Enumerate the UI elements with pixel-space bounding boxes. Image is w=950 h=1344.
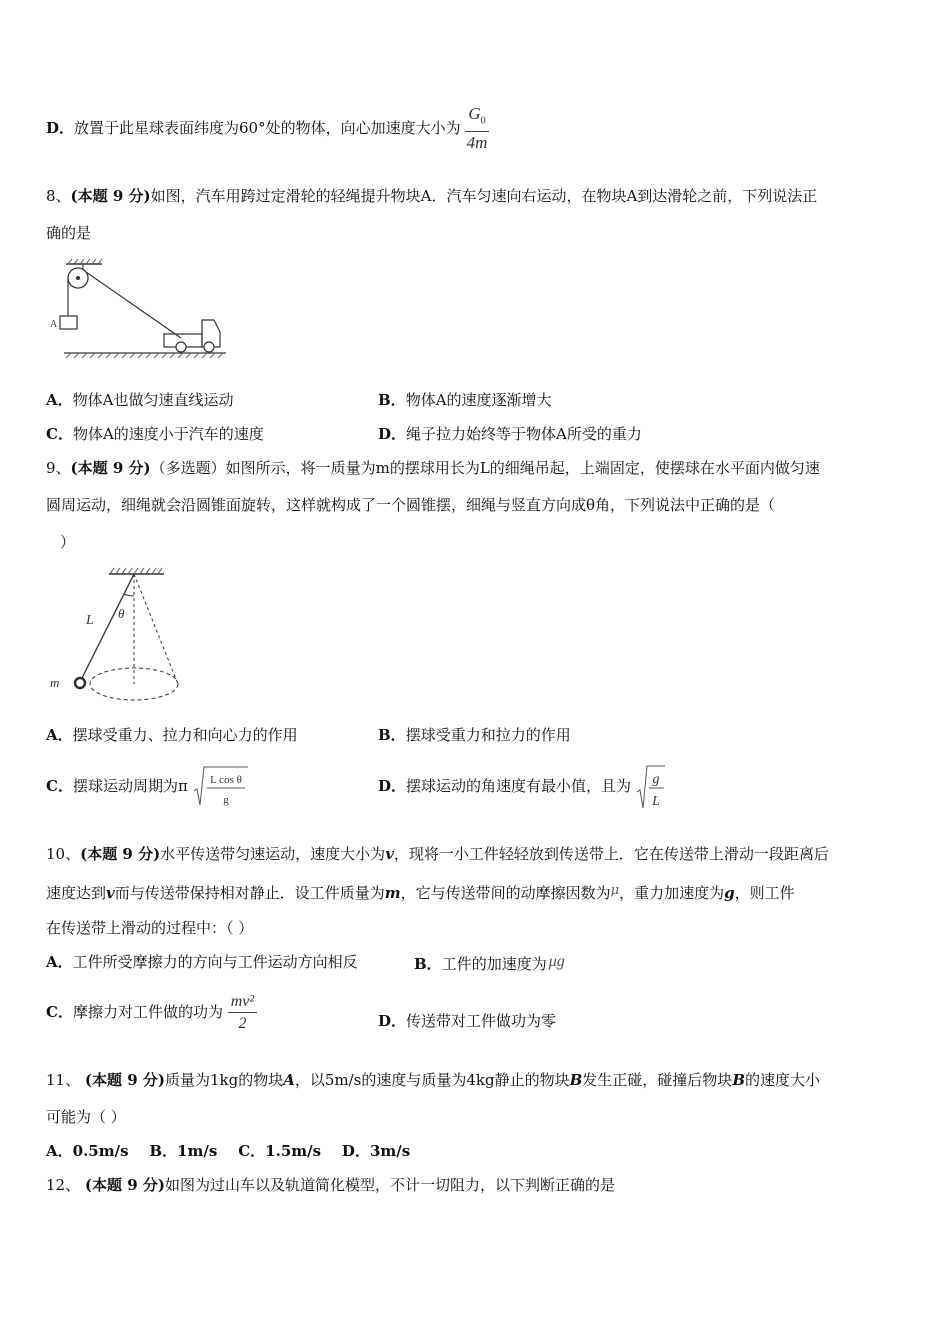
q9-stem-line3: ）: [60, 533, 76, 551]
q12-stem-line1: 12、 (本题 9 分)如图为过山车以及轨道简化模型，不计一切阻力，以下判断正确的是: [46, 1176, 615, 1194]
q8-stem-line1: 8、(本题 9 分)如图，汽车用跨过定滑轮的轻绳提升物块A．汽车匀速向右运动，在物块A到达滑轮之前，下列说法正: [46, 187, 818, 205]
figure-label-m: m: [50, 675, 60, 690]
option-text: 放置于此星球表面纬度为60°处的物体，向心加速度大小为: [74, 119, 461, 138]
question-number: 10、: [46, 845, 81, 863]
sqrt-numerator: L cos θ: [209, 774, 242, 786]
question-meta: (本题 9 分): [84, 1176, 165, 1194]
q9-option-b: B．摆球受重力和拉力的作用: [378, 726, 571, 744]
q8-option-a: A．物体A也做匀速直线运动: [46, 391, 234, 409]
q10-stem-line3: 在传送带上滑动的过程中：（ ）: [46, 919, 254, 937]
q9-option-d: D．摆球运动的角速度有最小值，且为 g L: [378, 762, 666, 810]
q8-stem-line2: 确的是: [46, 224, 92, 242]
formula-mu-g: μg: [548, 953, 565, 970]
q10-option-c: C．摩擦力对工件做的功为 $\frac{\text{mv²}}{2}$: [46, 986, 257, 1038]
q10-option-d: D．传送带对工件做功为零: [378, 1012, 557, 1030]
q11-stem-line1: 11、 (本题 9 分)质量为1kg的物块A，以5m/s的速度与质量为4kg静止的物块B发生正碰，碰撞后物块B的速度大小: [46, 1071, 821, 1089]
sqrt-g-over-l: [636, 763, 666, 812]
question-meta: (本题 9 分): [84, 1071, 165, 1089]
question-number: 11、: [46, 1071, 81, 1089]
q9-stem-line2: 圆周运动，细绳就会沿圆锥面旋转，这样就构成了一个圆锥摆，细绳与竖直方向成θ角，下列说法中正确的是（: [46, 496, 776, 514]
question-number: 8、: [46, 187, 71, 205]
fraction-mv2-over-2: $\frac{\text{mv²}}{2}$: [228, 992, 257, 1035]
q9-stem-line1: 9、(本题 9 分)（多选题）如图所示，将一质量为m的摆球用长为L的细绳吊起，上端固定，使摆球在水平面内做匀速: [46, 459, 820, 477]
question-meta: (本题 9 分): [70, 187, 151, 205]
sqrt-denominator: L: [651, 793, 660, 809]
q8-option-d: D．绳子拉力始终等于物体A所受的重力: [378, 425, 642, 443]
fraction-g0-over-4m: $\frac{G_0}{4m}$: [466, 104, 488, 153]
question-meta: (本题 9 分): [70, 459, 151, 477]
figure-label-a: A: [50, 319, 58, 330]
q8-figure-pulley-truck: [46, 258, 231, 364]
q11-options: A．0.5m/s B．1m/s C．1.5m/s D．3m/s: [46, 1142, 411, 1160]
q9-figure-conical-pendulum: [46, 566, 186, 706]
sqrt-lcos-over-g: [193, 763, 249, 811]
question-number: 9、: [46, 459, 71, 477]
q10-stem-line1: 10、(本题 9 分)水平传送带匀速运动，速度大小为v，现将一小工件轻轻放到传送带上．它在传送带上滑动一段距离后: [46, 845, 829, 863]
question-number: 12、: [46, 1176, 81, 1194]
question-meta: (本题 9 分): [80, 845, 161, 863]
figure-label-theta: θ: [118, 606, 125, 621]
q9-option-c: C．摆球运动周期为π L cos θ g: [46, 762, 249, 810]
q8-option-b: B．物体A的速度逐渐增大: [378, 391, 552, 409]
option-label: D．: [46, 119, 75, 138]
sqrt-denominator: g: [222, 794, 229, 806]
q10-option-a: A．工件所受摩擦力的方向与工件运动方向相反: [46, 953, 358, 971]
q9-option-a: A．摆球受重力、拉力和向心力的作用: [46, 726, 298, 744]
q11-stem-line2: 可能为（ ）: [46, 1108, 126, 1126]
sqrt-numerator: g: [652, 771, 660, 787]
q8-option-c: C．物体A的速度小于汽车的速度: [46, 425, 264, 443]
q7-option-d: [46, 104, 489, 152]
q10-option-b: B．工件的加速度为 μg: [414, 953, 565, 973]
figure-label-l: L: [86, 613, 94, 628]
q10-stem-line2: 速度达到v而与传送带保持相对静止．设工件质量为m，它与传送带间的动摩擦因数为μ，重力加速度为g，则工件: [46, 883, 795, 902]
